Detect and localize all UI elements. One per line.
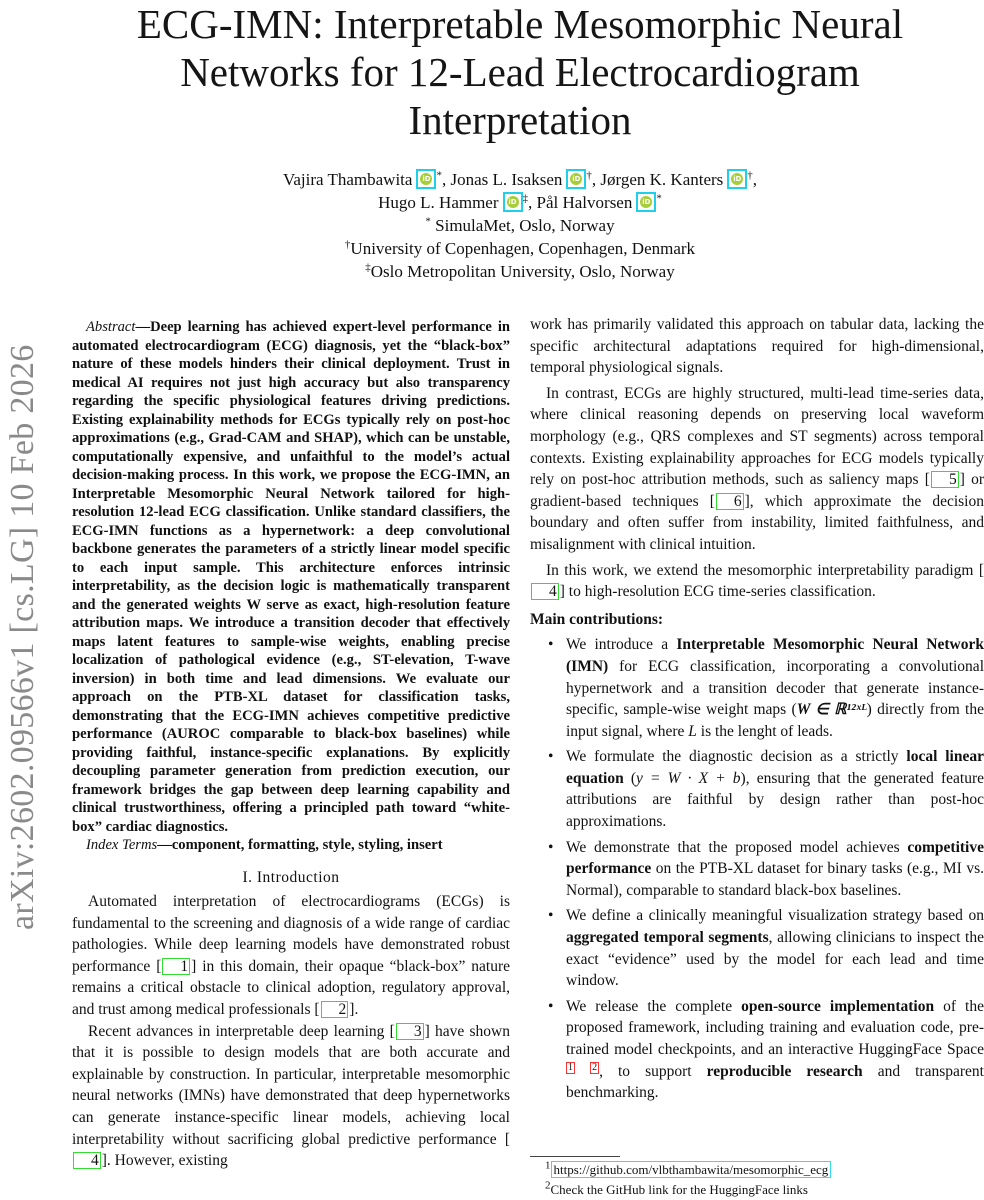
- left-column: [72, 318, 510, 1172]
- footnote-1: $^1$ https://github.com/vlbthambawita/mesomorphic_ecg: [545, 1160, 975, 1180]
- author-mark: †: [586, 169, 592, 182]
- author-name: Jørgen K. Kanters: [600, 170, 724, 189]
- orcid-icon[interactable]: iD: [566, 169, 586, 189]
- affiliation: * SimulaMet, Oslo, Norway: [425, 215, 615, 235]
- footnote-rule: [530, 1156, 620, 1157]
- contributions-list: [530, 634, 984, 1103]
- list-item: • We define a clinically meaningful visualization strategy based on aggregated temporal segments, allowing clinicians to inspect the exact “evidence” used by the model for each lead and time window.: [566, 905, 984, 991]
- list-item: • We demonstrate that the proposed model achieves competitive performance on the PTB-XL dataset for binary tasks (e.g., MI vs. Normal), comparable to standard black-box baselines.: [566, 837, 984, 902]
- list-item: • We release the complete open-source implementation of the proposed framework, including training and evaluation code, pre-trained model checkpoints, and an interactive HuggingFace Space1 2 , to support reproducible research and transparent benchmarking.: [566, 996, 984, 1104]
- arxiv-identifier: arXiv:2602.09566v1 [cs.LG] 10 Feb 2026: [4, 344, 41, 930]
- citation-link[interactable]: 6: [716, 493, 744, 510]
- footnote-link[interactable]: 2: [592, 1061, 598, 1073]
- abstract-label: Abstract: [86, 319, 136, 335]
- section-heading: I. Introduction: [242, 868, 340, 886]
- citation-link[interactable]: 4: [531, 583, 559, 600]
- author-name: Jonas L. Isaksen: [450, 170, 563, 189]
- citation-link[interactable]: 2: [321, 1001, 349, 1018]
- author-mark: *: [436, 169, 442, 182]
- author-mark: †: [747, 169, 753, 182]
- author-line-2: Hugo L. Hammer iD ‡, Pål Halvorsen iD *: [378, 192, 662, 212]
- author-line-1: Vajira Thambawita iD *, Jonas L. Isaksen iD †, Jørgen K. Kanters iD †,: [282, 169, 758, 189]
- intro-paragraph-2: Recent advances in interpretable deep learning [ 3 ] have shown that it is possible to design models that are both accurate and explainable by construction. In particular, interpretable mesomorphic neural networks (IMNs) have demonstrated that deep hypernetworks can generate instance-specific linear models, achieving local interpretability without sacrificing global predictive performance [4 ]. However, existing: [72, 1022, 510, 1170]
- list-item: • We formulate the diagnostic decision as a strictly local linear equation (y = W · X + b), ensuring that the generated feature attributions are faithful by design rather than post-hoc approximations.: [566, 746, 984, 832]
- abstract-text: —Deep learning has achieved expert-level performance in automated electrocardiogram (ECG) diagnosis, yet the “black-box” nature of these models hinders their clinical deployment. Trust in medical AI requires not just high accuracy but also transparency regarding the specific physiological features driving predictions. Existing explainability methods for ECGs typically rely on post-hoc approximations (e.g., Grad-CAM and SHAP), which can be unstable, computationally expensive, and unfaithful to the model’s actual decision-making process. In this work, we propose the ECG-IMN, an Interpretable Mesomorphic Neural Network tailored for high-resolution 12-lead ECG classification. Unlike standard classifiers, the ECG-IMN functions as a hypernetwork: a deep convolutional backbone generates the parameters of a strictly linear model specific to each input sample. This architecture enforces intrinsic interpretability, as the decision logic is mathematically transparent and the generated weights W serve as exact, high-resolution feature attribution maps. We introduce a transition decoder that effectively maps latent features to sample-wise weights, enabling precise localization of pathological evidence (e.g., ST-elevation, T-wave inversion) in both time and lead dimensions. We evaluate our approach on the PTB-XL dataset for classification tasks, demonstrating that the ECG-IMN achieves competitive predictive performance (AUROC comparable to black-box baselines) while providing faithful, instance-specific explanations. By explicitly decoupling parameter generation from prediction execution, our framework bridges the gap between deep learning capability and clinical trustworthiness, offering a principled path toward “white-box” cardiac diagnostics.: [72, 319, 510, 835]
- footnote-2: $^2$Check the GitHub link for the HuggingFace links: [545, 1179, 808, 1197]
- author-mark: *: [656, 192, 662, 205]
- author-name: Hugo L. Hammer: [378, 193, 499, 212]
- affiliation: ‡Oslo Metropolitan University, Oslo, Norway: [365, 261, 675, 281]
- intro-paragraph-4: In this work, we extend the mesomorphic interpretability paradigm [4 ] to high-resolution ECG time-series classification.: [530, 560, 984, 603]
- right-column: [530, 314, 984, 1108]
- intro-paragraph-1: Automated interpretation of electrocardiograms (ECGs) is fundamental to the screening and diagnosis of a wide range of cardiac pathologies. While deep learning models have demonstrated robust performance [ 1 ] in this domain, their opaque “black-box” nature remains a critical obstacle to clinical adoption, regulatory approval, and trust among medical professionals [ 2 ].: [72, 893, 510, 1018]
- author-name: Vajira Thambawita: [282, 170, 413, 189]
- author-block: [100, 168, 940, 283]
- author-name: Pål Halvorsen: [536, 193, 633, 212]
- orcid-icon[interactable]: iD: [727, 169, 747, 189]
- author-mark: ‡: [522, 192, 529, 205]
- citation-link[interactable]: 5: [931, 471, 959, 488]
- affiliation: †University of Copenhagen, Copenhagen, Denmark: [344, 238, 696, 258]
- intro-paragraph-3: In contrast, ECGs are highly structured, multi-lead time-series data, where clinical reasoning depends on preserving local waveform morphology (e.g., QRS complexes and ST segments) across temporal contexts. Existing explainability approaches for ECG models typically rely on post-hoc attribution methods, such as saliency maps [ 5 ] or gradient-based techniques [ 6 ], which approximate the decision boundary and often suffer from instability, limited faithfulness, and misalignment with clinical intuition.: [530, 384, 984, 553]
- list-item: • We introduce a Interpretable Mesomorphic Neural Network (IMN) for ECG classification, incorporating a convolutional hypernetwork and a transition decoder that generate instance-specific, sample-wise weight maps (W ∈ ℝ¹²ˣᴸ) directly from the input signal, where L is the lenght of leads.: [566, 634, 984, 742]
- citation-link[interactable]: 1: [162, 958, 190, 975]
- citation-link[interactable]: 3: [396, 1023, 424, 1040]
- orcid-icon[interactable]: iD: [503, 192, 523, 212]
- footnotes: [545, 1160, 975, 1200]
- citation-link[interactable]: 4: [73, 1152, 101, 1169]
- footnote-link[interactable]: 1: [568, 1061, 573, 1073]
- orcid-icon[interactable]: iD: [416, 169, 436, 189]
- github-link[interactable]: https://github.com/vlbthambawita/mesomorphic_ecg: [551, 1161, 832, 1178]
- abstract: [72, 318, 510, 836]
- contributions-heading: Main contributions:: [530, 610, 664, 628]
- index-terms: Index Terms—component, formatting, style, styling, insert: [86, 837, 443, 853]
- paper-title: ECG-IMN: Interpretable Mesomorphic Neural Networks for 12-Lead Electrocardiogram Interpretation: [136, 1, 904, 143]
- intro-paragraph-2-continued: work has primarily validated this approach on tabular data, lacking the specific architectural adaptations required for high-dimensional, temporal physiological signals.: [530, 316, 984, 377]
- orcid-icon[interactable]: iD: [636, 192, 656, 212]
